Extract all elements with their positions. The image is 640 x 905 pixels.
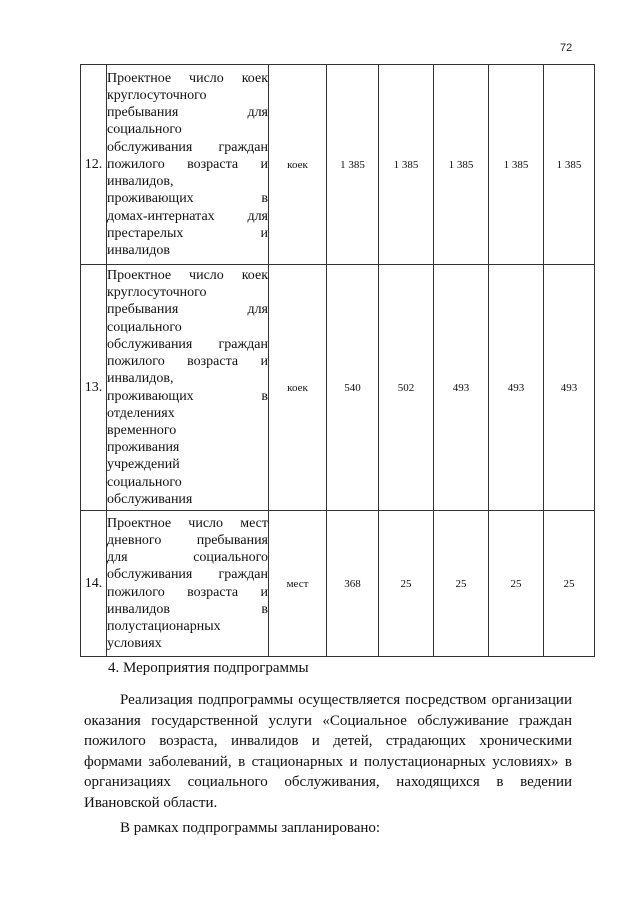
indicator-name-line: обслуживания граждан [107, 336, 268, 352]
indicator-name-line: обслуживания граждан [107, 139, 268, 155]
indicator-name-line: инвалидов, [107, 371, 174, 387]
indicator-name-line: дневного пребывания [107, 532, 268, 548]
value-cell: 25 [434, 511, 489, 657]
value-cell: 1 385 [489, 65, 544, 265]
indicator-name [107, 511, 269, 657]
indicator-name-line: условиях [107, 636, 162, 652]
indicator-name-line: пребывания для [107, 302, 268, 318]
indicator-name-line: социального [107, 319, 182, 335]
table-row [81, 265, 595, 511]
indicator-name-line: инвалидов [107, 242, 170, 258]
indicator-name [107, 65, 269, 265]
value-cell: 540 [327, 265, 379, 511]
row-number: 13. [81, 265, 107, 511]
section-title: 4. Мероприятия подпрограммы [108, 660, 309, 676]
indicator-name-line: учреждений [107, 457, 180, 473]
value-cell: 1 385 [434, 65, 489, 265]
value-cell: 368 [327, 511, 379, 657]
value-cell: 1 385 [327, 65, 379, 265]
indicator-name-line: обслуживания [107, 491, 193, 507]
unit-cell: мест [269, 511, 327, 657]
indicator-name-line: инвалидов, [107, 174, 174, 190]
row-number: 14. [81, 511, 107, 657]
value-cell: 502 [379, 265, 434, 511]
value-cell: 1 385 [544, 65, 595, 265]
indicator-name-line: для социального [107, 550, 268, 566]
indicator-name-line: пожилого возраста и [107, 584, 268, 600]
indicator-name [107, 265, 269, 511]
value-cell: 493 [489, 265, 544, 511]
indicator-name-line: отделениях [107, 405, 175, 421]
indicator-name-line: престарелых и [107, 225, 268, 241]
value-cell: 25 [544, 511, 595, 657]
value-cell: 493 [544, 265, 595, 511]
indicator-name-line: временного [107, 422, 177, 438]
indicator-name-line: социального [107, 122, 182, 138]
page-number: 72 [560, 42, 573, 54]
indicator-name-line: Проектное число коек [107, 70, 268, 86]
indicator-name-line: Проектное число мест [107, 515, 268, 531]
indicator-name-line: Проектное число коек [107, 268, 268, 284]
indicator-name-line: пожилого возраста и [107, 354, 268, 370]
indicator-name-line: обслуживания граждан [107, 567, 268, 583]
value-cell: 25 [379, 511, 434, 657]
row-number: 12. [81, 65, 107, 265]
value-cell: 25 [489, 511, 544, 657]
indicator-name-line: круглосуточного [107, 88, 207, 104]
indicator-name-line: инвалидов в [107, 601, 268, 617]
indicators-table [80, 64, 595, 657]
indicator-name-line: проживающих в [107, 388, 268, 404]
value-cell: 493 [434, 265, 489, 511]
indicator-name-line: проживающих в [107, 191, 268, 207]
indicator-name-line: полустационарных [107, 618, 221, 634]
table-row [81, 65, 595, 265]
table-row [81, 511, 595, 657]
indicator-name-line: пребывания для [107, 105, 268, 121]
indicator-name-line: пожилого возраста и [107, 156, 268, 172]
value-cell: 1 385 [379, 65, 434, 265]
indicator-name-line: круглосуточного [107, 285, 207, 301]
unit-cell: коек [269, 265, 327, 511]
paragraph-planned: В рамках подпрограммы запланировано: [120, 820, 381, 836]
indicator-name-line: социального [107, 474, 182, 490]
unit-cell: коек [269, 65, 327, 265]
indicator-name-line: домах-интернатах для [107, 208, 268, 224]
indicator-name-line: проживания [107, 440, 180, 456]
paragraph-implementation: Реализация подпрограммы осуществляется посредством организации оказания государственной услуги «Социальное обслуживание граждан пожилого возраста, инвалидов и детей, страдающих хроническими формами заболеваний, в стационарных и полустационарных условиях» в организациях социального обслуживания, находящихся в ведении Ивановской области. [84, 692, 572, 811]
